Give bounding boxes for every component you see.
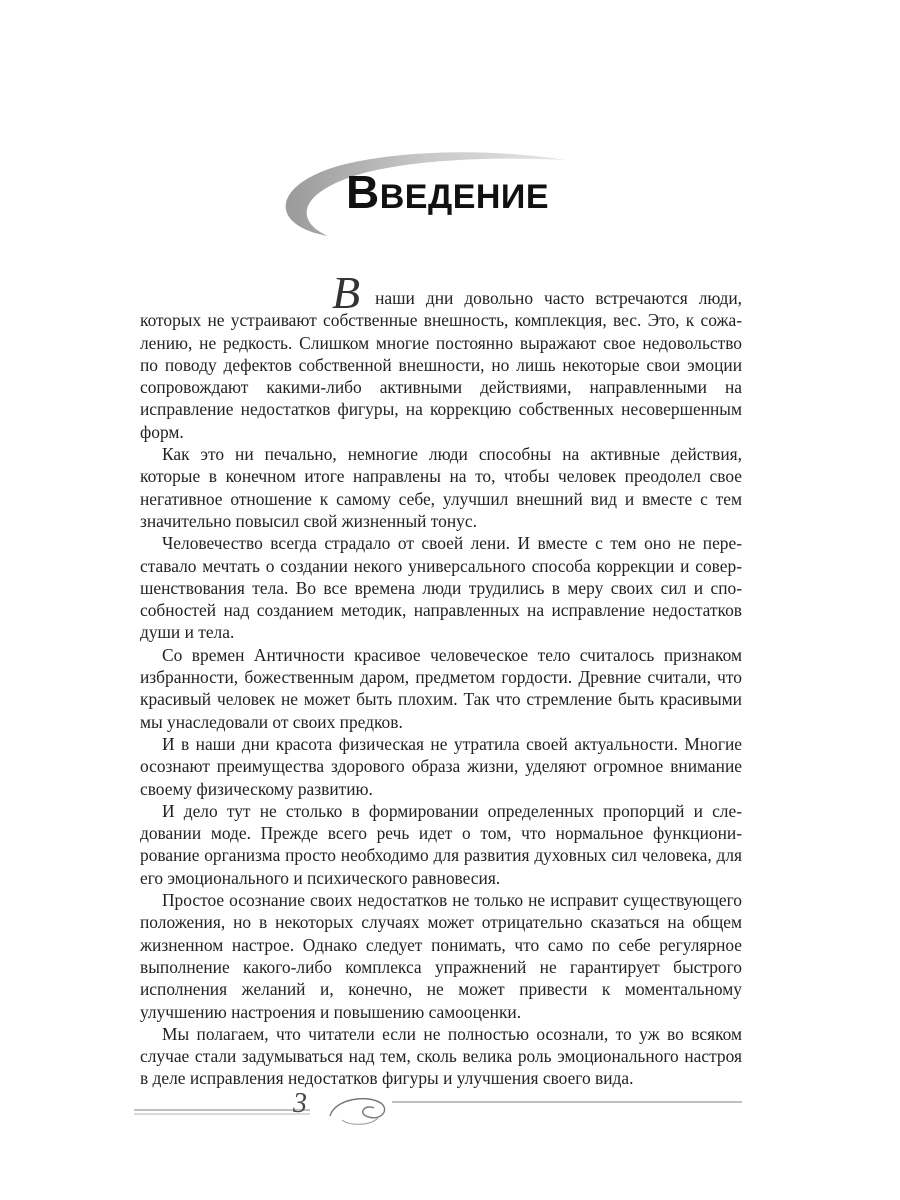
chapter-title-rest: ВЕДЕНИЕ — [379, 178, 550, 216]
paragraph-3: Человечество всегда страдало от своей лени. И вместе с тем оно не переставало мечтать о создании некого универсального способа коррекции и совершенствования тела. Во все времена люди трудились в меру своих сил и способностей над созданием методик, направленных на исправление недостатков души и тела. — [140, 533, 742, 643]
paragraph-1-text: наши дни довольно часто встречаются люди, которых не устраивают собственные внешность, комплекция, вес. Это, к сожалению, не редкость. Слишком многие постоянно выражают свое недовольство по поводу дефектов собственной внешности, но лишь некоторые свои эмоции сопровождают какими-либо активными действиями, направленными на исправление недостатков фигуры, на коррекцию собственных несовершенным форм. — [140, 288, 742, 442]
footer-ornament — [130, 1086, 750, 1132]
page-number: 3 — [293, 1088, 307, 1119]
paragraph-2: Как это ни печально, немногие люди способны на активные действия, которые в конечном итоге направлены на то, чтобы человек преодолел свое негативное отношение к самому себе, улучшил внешний вид и вместе с тем значительно повысил свой жизненный тонус. — [140, 444, 742, 531]
paragraph-4: Со времен Античности красивое человеческое тело считалось признаком избранности, божественным даром, предметом гордости. Древние считали, что красивый человек не может быть плохим. Так что стремление быть красивыми мы унаследовали от своих предков. — [140, 644, 742, 732]
chapter-title-initial: В — [346, 166, 380, 218]
paragraph-8: Мы полагаем, что читатели если не полностью осознали, то уж во всяком случае стали задумываться над тем, сколь велика роль эмоционального настроя в деле исправления недостатков фигуры и улучшения своего вида. — [140, 1023, 742, 1089]
drop-cap: В — [332, 267, 361, 318]
paragraph-7: Простое осознание своих недостатков не только не исправит существующего положения, но в некоторых случаях может отрицательно сказаться на общем жизненном настрое. Однако следует понимать, что само по себе регулярное выполнение какого-либо комплекса упражнений не гарантирует быстрого исполнения желаний и, конечно, не может привести к моментальному улучшению настроения и повышению самооценки. — [140, 890, 742, 1022]
paragraph-6: И дело тут не столько в формировании определенных пропорций и следовании моде. Прежде всего речь идет о том, что нормальное функционирование организма просто необходимо для развития духовных сил человека, для его эмоционального и психического равновесия. — [140, 800, 742, 888]
dropcap-indent — [140, 303, 332, 304]
paragraph-5: И в наши дни красота физическая не утратила своей актуальности. Многие осознают преимущества здорового образа жизни, уделяют огромное внимание своему физическому развитию. — [140, 733, 742, 799]
paragraph-1 — [140, 267, 742, 443]
body-text — [140, 267, 742, 1090]
chapter-title — [346, 162, 549, 227]
